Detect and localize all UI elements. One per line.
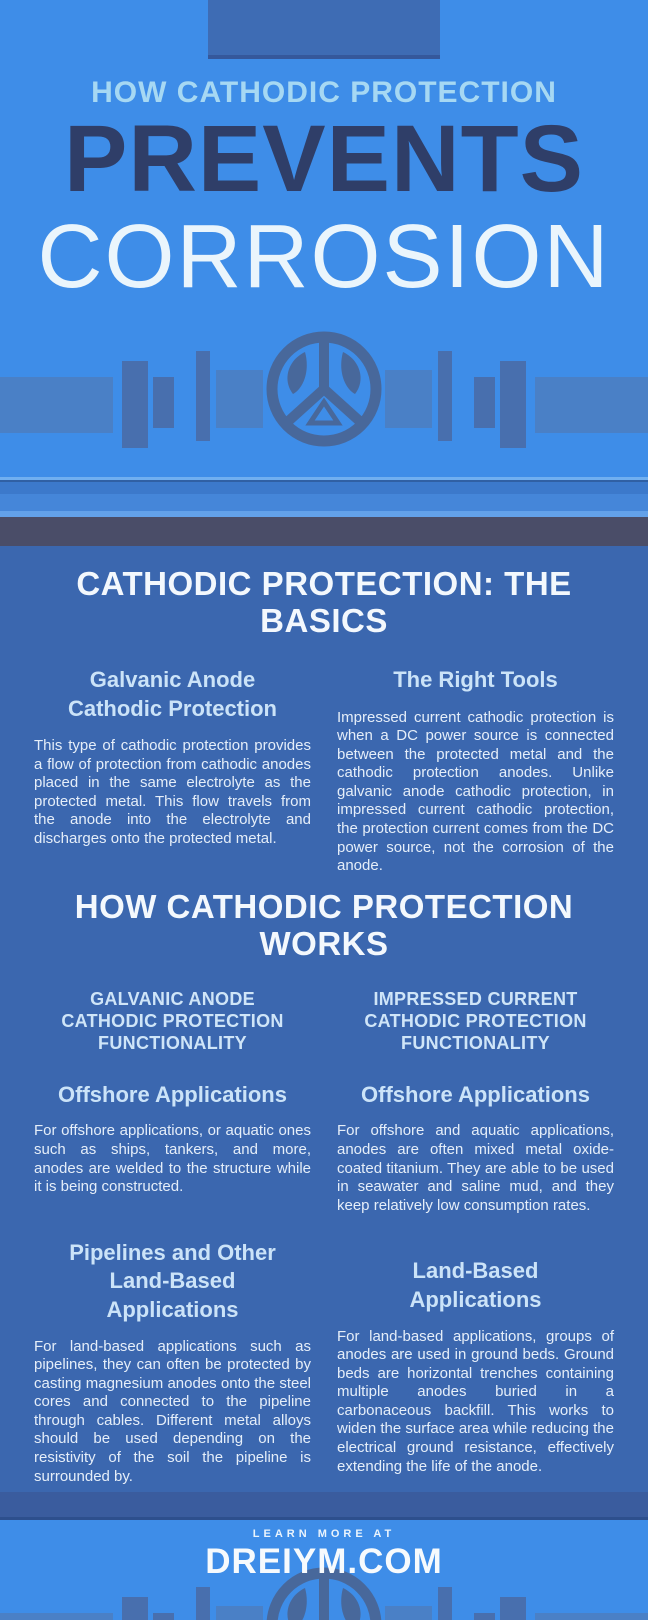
galvanic-landbased-block [34,1239,311,1487]
galvanic-landbased-body: For land-based applications such as pipelines, they can often be protected by casting magnesium anodes onto the steel cores and connected to the pipeline through cables. Different metal alloys should be used depending on the resistivity of the soil the pipeline is surrounded by. [34,1337,311,1485]
impressed-landbased-body: For land-based applications, groups of anodes are used in ground beds. Ground beds are horizontal trenches containing multiple anodes buried in a carbonaceous backfill. This works to widen the surface area while reducing the electrical ground resistance, effectively extending the life of the anode. [337,1327,614,1475]
footer-site-url: DREIYM.COM [205,1542,443,1581]
works-column-impressed [337,989,614,1486]
basics-left-title: Galvanic Anode Cathodic Protection [67,666,277,721]
valve-wheel-icon [272,337,376,441]
impressed-offshore-block [337,1081,614,1216]
pipe-illustration [0,330,648,480]
main-content [0,546,648,1492]
impressed-subhead: IMPRESSED CURRENT CATHODIC PROTECTION FUNCTIONALITY [364,988,587,1053]
footer-section [0,1520,648,1620]
divider-band [0,494,648,511]
galvanic-subhead: GALVANIC ANODE CATHODIC PROTECTION FUNCTIONALITY [61,988,284,1053]
basics-heading: CATHODIC PROTECTION: THE BASICS [76,565,572,639]
basics-column-right [337,666,614,876]
basics-right-title: The Right Tools [393,666,558,692]
title-corrosion: CORROSION [37,207,611,307]
works-section [0,889,648,1486]
impressed-landbased-block [337,1257,614,1476]
galvanic-offshore-title: Offshore Applications [58,1081,287,1107]
basics-columns [0,666,648,876]
galvanic-landbased-title: Pipelines and Other Land-Based Applications [69,1239,276,1322]
impressed-offshore-title: Offshore Applications [361,1081,590,1107]
basics-left-body: This type of cathodic protection provides a flow of protection from cathodic anodes placed in the same electrolyte as the protected metal. This flow travels from the anode into the electrolyte and discharges onto the protected metal. [34,737,311,848]
header-kicker: HOW CATHODIC PROTECTION [91,76,557,109]
header-tab-shape [208,0,440,59]
header-section [0,0,648,477]
galvanic-offshore-body: For offshore applications, or aquatic ones such as ships, tankers, and more, anodes are welded to the structure while it is being constructed. [34,1122,311,1196]
impressed-offshore-body: For offshore and aquatic applications, anodes are often mixed metal oxide-coated titanium. They are able to be used in seawater and saline mud, and they keep relatively low consumption rates. [337,1122,614,1214]
basics-right-body: Impressed current cathodic protection is when a DC power source is connected between the protected metal and the cathodic protection anodes. Unlike galvanic anode cathodic protection, in impressed current cathodic protection, the protection current comes from the DC power source, not the corrosion of the anode. [337,708,614,875]
galvanic-offshore-block [34,1081,311,1197]
works-heading: HOW CATHODIC PROTECTION WORKS [74,888,574,962]
works-columns [0,989,648,1486]
impressed-landbased-title: Land-Based Applications [409,1258,542,1312]
basics-section [0,566,648,876]
works-column-galvanic [34,989,311,1486]
divider-band [0,482,648,494]
title-prevents: PREVENTS [63,106,585,212]
footer-divider-band [0,1492,648,1517]
divider-band-dark [0,517,648,546]
footer-kicker: LEARN MORE AT [252,1528,396,1540]
basics-column-left [34,666,311,876]
